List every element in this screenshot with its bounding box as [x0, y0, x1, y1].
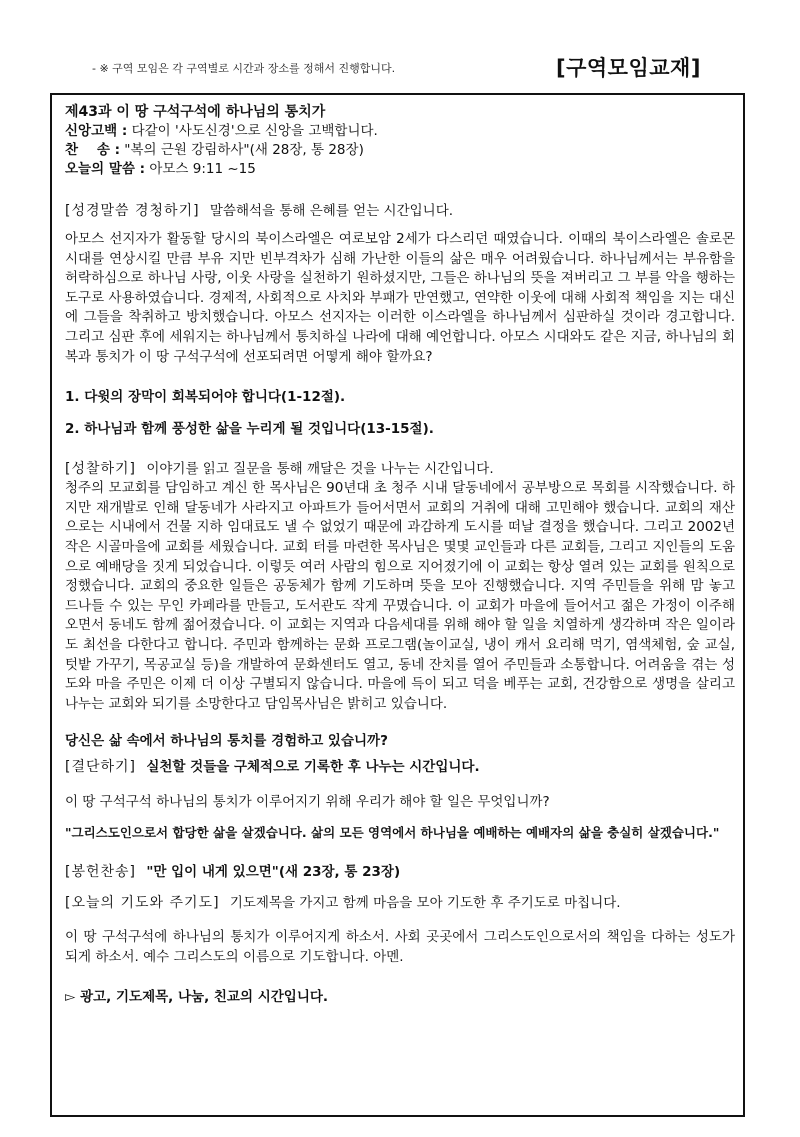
hymn-text: "복의 근원 강림하사"(새 28장, 통 28장) — [124, 142, 364, 158]
decision-desc: 실천할 것들을 구체적으로 기록한 후 나누는 시간입니다. — [146, 759, 480, 776]
point-1: 1. 다윗의 장막이 회복되어야 합니다(1-12절). — [65, 389, 346, 406]
scripture-text: 아모스 9:11 ~15 — [149, 161, 256, 177]
scripture-line — [65, 160, 735, 179]
scripture-label: 오늘의 말씀 : — [65, 161, 146, 177]
hymn-label: 찬 송 : — [65, 142, 120, 158]
decision-resolution: "그리스도인으로서 합당한 삶을 살겠습니다. 삶의 모든 영역에서 하나님을 예배하는 예배자의 삶을 충실히 살겠습니다." — [65, 825, 720, 841]
reflection-heading — [65, 457, 735, 478]
prayer-body: 이 땅 구석구석에 하나님의 통치가 이루어지게 하소서. 사회 곳곳에서 그리스도인으로서의 책임을 다하는 성도가 되게 하소서. 예수 그리스도의 이름으로 기도합니다. 아멘. — [65, 929, 735, 965]
confession-label: 신앙고백 : — [65, 123, 128, 139]
prayer-tag: [오늘의 기도와 주기도] — [65, 895, 220, 912]
lesson-content — [65, 103, 735, 1005]
reflection-body: 청주의 모교회를 담임하고 계신 한 목사님은 90년대 초 청주 시내 달동네에서 공부방으로 목회를 시작했습니다. 하지만 재개발로 인해 달동네가 사라지고 아파트가 들어서면서 교회의 거취에 대해 고민해야 했습니다. 교회의 재산으로는 시내에서 건물 지하 임대료도 낼 수 없었기 때문에 과감하게 도시를 떠날 결정을 했습니다. 그리고 2002년 작은 시골마을에 교회를 세웠습니다. 교회 터를 마련한 목사님은 몇몇 교인들과 다른 교회들, 그리고 지인들의 도움으로 예배당을 짓게 되었습니다. 이렇듯 여러 사람의 힘으로 지어졌기에 이 교회는 항상 열려 있는 교회를 원칙으로 정했습니다. 교회의 중요한 일들은 공동체가 함께 기도하며 뜻을 모아 진행했습니다. 지역 주민들을 위해 맘 놓고 드나들 수 있는 무인 카페라를 만들고, 도서관도 작게 꾸몄습니다. 이 교회가 마을에 들어서고 젊은 가정이 이주해 오면서 동네도 함께 젊어졌습니다. 이 교회는 지역과 다음세대를 위해 해야 할 일을 치열하게 생각하며 작은 일이라도 최선을 다한다고 합니다. 주민과 함께하는 문화 프로그램(놀이교실, 냉이 캐서 요리해 먹기, 염색체험, 숲 교실, 텃밭 가꾸기, 목공교실 등)을 개발하여 문화센터도 열고, 동네 잔치를 열어 주민들과 소통합니다. 어려움을 겪는 성도와 마을 주민은 이제 더 이상 구별되지 않습니다. 마을에 득이 되고 덕을 베푸는 교회, 건강함으로 생명을 살리고 나누는 교회와 되기를 소망한다고 담임목사님은 밝히고 있습니다. — [65, 480, 735, 712]
confession-line — [65, 122, 735, 141]
reflection-desc: 이야기를 읽고 질문을 통해 깨달은 것을 나누는 시간입니다. — [146, 461, 494, 478]
decision-heading — [65, 755, 735, 776]
page-title: [구역모임교재] — [556, 56, 701, 80]
decision-tag: [결단하기] — [65, 759, 137, 776]
bible-study-body: 아모스 선지자가 활동할 당시의 북이스라엘은 여로보암 2세가 다스리던 때였습니다. 이때의 북이스라엘은 솔로몬 시대를 연상시킬 만큼 부유 지만 빈부격차가 심해 가난한 이들의 삶은 매우 어려웠습니다. 하나님께서는 부유함을 허락하심으로 하나님 사랑, 이웃 사랑을 실천하기 원하셨지만, 그들은 하나님의 뜻을 져버리고 그 부를 악을 행하는 도구로 사용하였습니다. 경제적, 사회적으로 사치와 부패가 만연했고, 연약한 이웃에 대해 사회적 책임을 지는 대신에 그들을 착취하고 방치했습니다. 아모스 선지자는 이러한 이스라엘을 하나님께서 심판하실 것이라 경고합니다. 그리고 심판 후에 세워지는 하나님께서 통치하실 나라에 대해 예언합니다. 아모스 시대와도 같은 지금, 하나님의 회복과 통치가 이 땅 구석구석에 선포되려면 어떻게 해야 할까요? — [65, 231, 735, 365]
closing-note: ▻ 광고, 기도제목, 나눔, 친교의 시간입니다. — [65, 989, 329, 1006]
bible-study-heading — [65, 199, 735, 220]
offering-heading — [65, 860, 735, 881]
prayer-desc: 기도제목을 가지고 함께 마음을 모아 기도한 후 주기도로 마칩니다. — [229, 895, 621, 912]
bible-study-tag: [성경말씀 경청하기] — [65, 203, 200, 219]
offering-hymn: "만 입이 내게 있으면"(새 23장, 통 23장) — [146, 864, 401, 881]
bible-study-desc: 말씀해석을 통해 은혜를 얻는 시간입니다. — [209, 203, 454, 219]
reflection-question: 당신은 삶 속에서 하나님의 통치를 경험하고 있습니까? — [65, 733, 388, 750]
lesson-title: 제43과 이 땅 구석구석에 하나님의 통치가 — [65, 104, 326, 120]
header-note: - ※ 구역 모임은 각 구역별로 시간과 장소를 정해서 진행합니다. — [92, 62, 396, 75]
hymn-line — [65, 141, 735, 160]
decision-question: 이 땅 구석구석 하나님의 통치가 이루어지기 위해 우리가 해야 할 일은 무엇입니까? — [65, 794, 550, 811]
confession-text: 다같이 '사도신경'으로 신앙을 고백합니다. — [131, 123, 378, 139]
offering-tag: [봉헌찬송] — [65, 864, 137, 881]
reflection-tag: [성찰하기] — [65, 461, 137, 478]
prayer-heading — [65, 891, 735, 912]
point-2: 2. 하나님과 함께 풍성한 삶을 누리게 될 것입니다(13-15절). — [65, 421, 434, 438]
